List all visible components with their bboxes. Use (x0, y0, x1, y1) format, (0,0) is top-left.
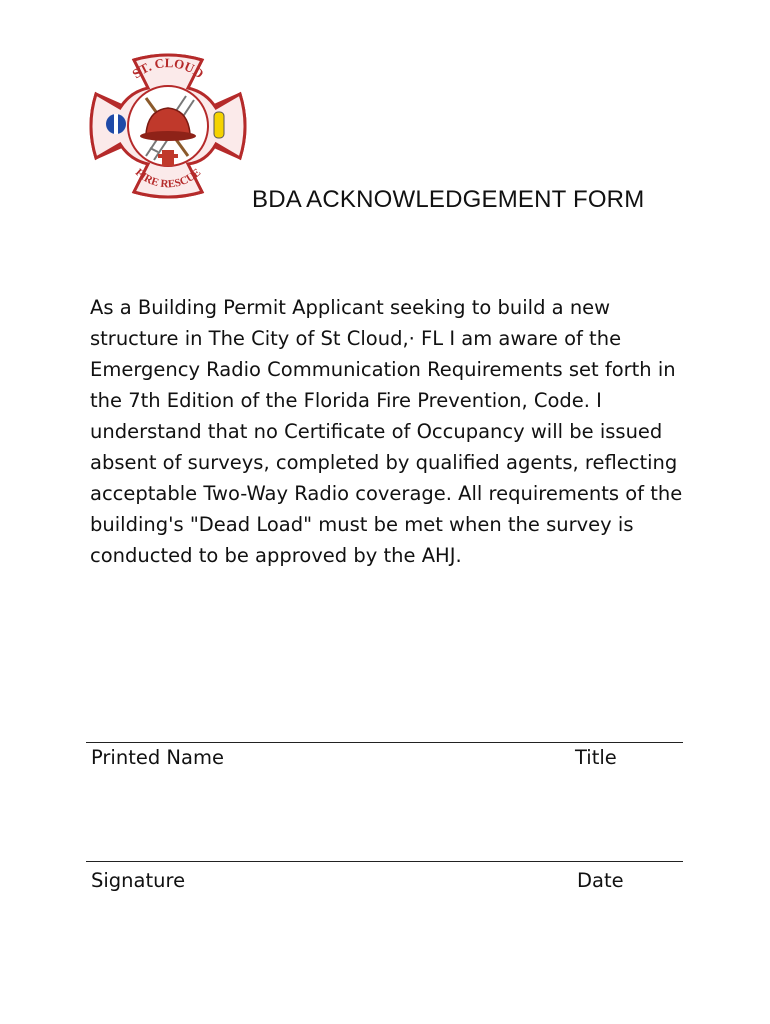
printed-name-line[interactable] (86, 742, 683, 743)
form-title: BDA ACKNOWLEDGEMENT FORM (252, 186, 645, 213)
fire-rescue-logo (88, 52, 248, 200)
maltese-cross-icon (88, 52, 248, 200)
logo-top-text: ST. CLOUD (129, 55, 207, 82)
signature-line[interactable] (86, 861, 683, 862)
date-label: Date (577, 869, 624, 892)
printed-name-label: Printed Name (91, 746, 224, 769)
title-label: Title (575, 746, 617, 769)
logo-bottom-text: FIRE RESCUE (132, 166, 204, 191)
signature-label: Signature (91, 869, 186, 892)
acknowledgement-text: As a Building Permit Applicant seeking to build a new structure in The City of St Cloud,· FL I am aware of the Emergency Radio Communication Requirements set forth in the 7th Edition of the Florida Fire Prevention, Code. I understand that no Certificate of Occupancy will be issued absent of surveys, completed by qualified agents, reflecting acceptable Two-Way Radio coverage. All requirements of the building's "Dead Load" must be met when the survey is conducted to be approved by the AHJ. (90, 296, 683, 567)
